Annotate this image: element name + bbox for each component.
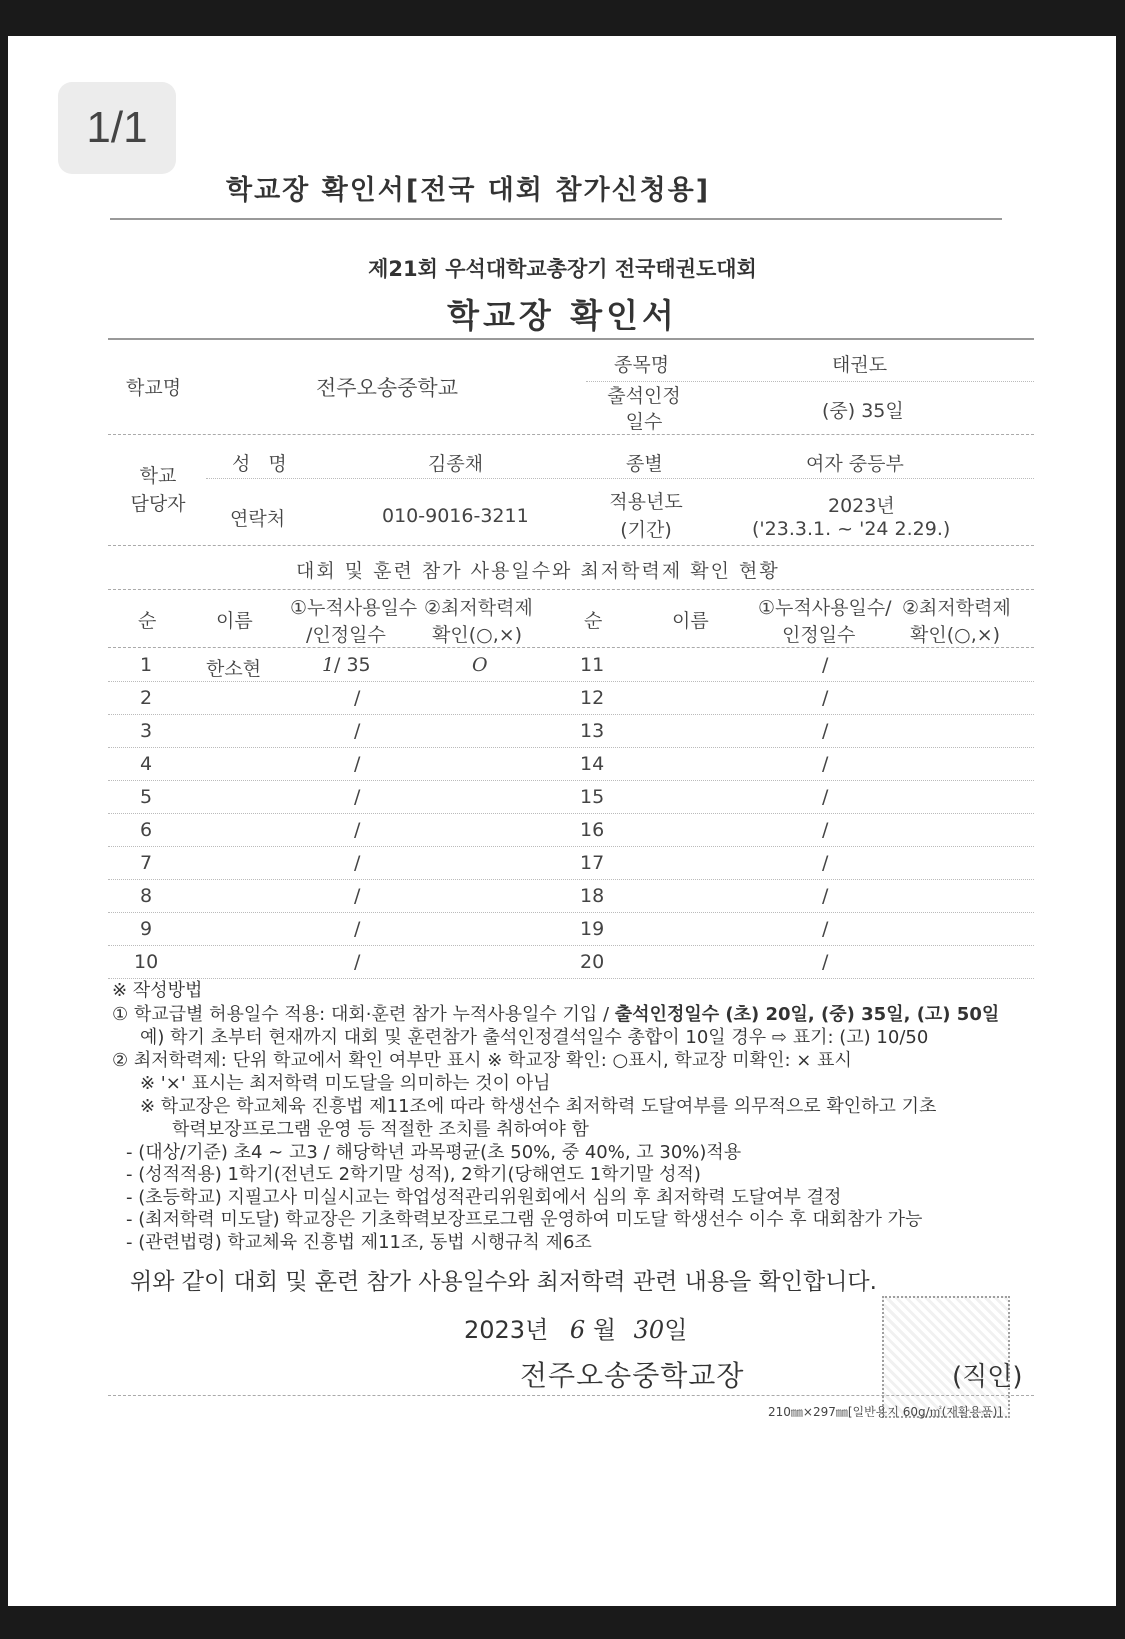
col-header-days-2: /인정일수	[306, 624, 386, 646]
table-header-line	[108, 647, 1034, 648]
table-top-line	[108, 589, 1034, 590]
row-divider	[108, 879, 1034, 880]
row-number-right: 14	[580, 753, 605, 775]
row-number: 1	[140, 654, 153, 676]
col-header-days-right-2: 인정일수	[782, 624, 856, 646]
row-divider	[108, 945, 1034, 946]
row-number: 8	[140, 885, 153, 907]
row-days: /	[354, 951, 361, 973]
row-divider	[108, 978, 1034, 979]
viewer-top-bar	[0, 0, 1125, 36]
form-title: 학교장 확인서	[447, 296, 678, 335]
contact-label: 연락처	[230, 508, 286, 530]
row-number-right: 13	[580, 720, 605, 742]
row-number-right: 12	[580, 687, 605, 709]
confirm-date	[464, 1310, 687, 1345]
confirm-day-unit: 일	[664, 1316, 688, 1344]
event-title: 제21회 우석대학교총장기 전국태권도대회	[368, 257, 757, 281]
row-divider	[108, 714, 1034, 715]
row-number: 10	[134, 951, 159, 973]
row-number-right: 20	[580, 951, 605, 973]
row-days: /	[354, 852, 361, 874]
row-days-right: /	[822, 951, 829, 973]
row-number: 2	[140, 687, 153, 709]
row-number-right: 17	[580, 852, 605, 874]
principal-title: 전주오송중학교장	[520, 1359, 745, 1392]
row-divider	[108, 780, 1034, 781]
row-days: /	[354, 819, 361, 841]
col-header-no: 순	[138, 610, 157, 632]
confirm-month-value: 6	[569, 1316, 586, 1344]
period-label: 적용년도 (기간)	[609, 491, 683, 541]
col-header-days-right-1: ①누적사용일수/	[758, 597, 892, 619]
col-header-days-1: ①누적사용일수	[290, 597, 418, 619]
school-label: 학교명	[126, 377, 182, 399]
name-value: 김종채	[428, 453, 484, 475]
note-1-bold: 출석인정일수 (초) 20일, (중) 35일, (고) 50일	[614, 1004, 1000, 1025]
row-check: O	[472, 654, 488, 676]
note-11: - (관련법령) 학교체육 진흥법 제11조, 동법 시행규칙 제6조	[126, 1232, 592, 1253]
category-value: 여자 중등부	[806, 453, 904, 475]
info-line	[206, 478, 1034, 479]
page-indicator: 1/1	[58, 82, 176, 174]
viewer-bottom-bar	[0, 1606, 1125, 1639]
row-number: 5	[140, 786, 153, 808]
row-days-right: /	[822, 819, 829, 841]
row-number: 7	[140, 852, 153, 874]
note-6: 학력보장프로그램 운영 등 적절한 조치를 취하여야 함	[172, 1119, 589, 1140]
col-header-check-right-2: 확인(○,×)	[910, 624, 1001, 646]
info-top-line	[108, 338, 1034, 340]
row-days: /	[354, 885, 361, 907]
attendance-value: (중) 35일	[822, 400, 904, 422]
row-number: 6	[140, 819, 153, 841]
col-header-name-right: 이름	[672, 610, 709, 632]
row-divider	[108, 813, 1034, 814]
note-1	[112, 1004, 999, 1026]
row-number-right: 19	[580, 918, 605, 940]
row-divider	[108, 912, 1034, 913]
row-days-right: /	[822, 654, 829, 676]
col-header-name: 이름	[216, 610, 253, 632]
row-number-right: 16	[580, 819, 605, 841]
row-number: 3	[140, 720, 153, 742]
row-days-right: /	[822, 918, 829, 940]
row-number-right: 11	[580, 654, 605, 676]
row-used-days: 1	[322, 654, 335, 676]
paper-spec: 210㎜×297㎜[일반용지 60g/㎡(재활용품)]	[768, 1405, 1003, 1419]
school-value: 전주오송중학교	[316, 376, 459, 400]
contact-value: 010-9016-3211	[382, 505, 529, 527]
confirm-year: 2023년	[464, 1316, 549, 1344]
note-3: ② 최저학력제: 단위 학교에서 확인 여부만 표시 ※ 학교장 확인: ○표시, 학교장 미확인: × 표시	[112, 1050, 852, 1071]
row-divider	[108, 747, 1034, 748]
confirm-month-unit: 월	[592, 1316, 617, 1344]
col-header-check-2: 확인(○,×)	[432, 624, 523, 646]
document-header-title: 학교장 확인서[전국 대회 참가신청용]	[226, 175, 711, 206]
sport-label: 종목명	[614, 354, 670, 376]
col-header-no-right: 순	[584, 610, 603, 632]
note-5: ※ 학교장은 학교체육 진흥법 제11조에 따라 학생선수 최저학력 도달여부를 의무적으로 확인하고 기초	[140, 1096, 937, 1117]
row-days: /	[354, 918, 361, 940]
row-name: 한소현	[206, 658, 262, 680]
name-label: 성 명	[232, 453, 293, 475]
note-2: 예) 학기 초부터 현재까지 대회 및 훈련참가 출석인정결석일수 총합이 10일 경우 ⇨ 표기: (고) 10/50	[140, 1027, 929, 1048]
row-days: /	[354, 720, 361, 742]
seal-label: (직인)	[952, 1362, 1023, 1392]
note-10: - (최저학력 미도달) 학교장은 기초학력보장프로그램 운영하여 미도달 학생선수 이수 후 대회참가 가능	[126, 1209, 923, 1230]
col-header-check-1: ②최저학력제	[424, 597, 533, 619]
confirm-statement: 위와 같이 대회 및 훈련 참가 사용일수와 최저학력 관련 내용을 확인합니다.	[130, 1269, 877, 1295]
manager-label: 학교 담당자	[130, 465, 186, 515]
row-days: /	[354, 687, 361, 709]
row-days-right: /	[822, 852, 829, 874]
note-9: - (초등학교) 지필고사 미실시교는 학업성적관리위원회에서 심의 후 최저학력 도달여부 결정	[126, 1187, 842, 1208]
info-line	[586, 381, 1034, 382]
confirm-day-value: 30	[633, 1316, 665, 1344]
sport-value: 태권도	[832, 354, 888, 376]
row-days-right: /	[822, 687, 829, 709]
row-number-right: 18	[580, 885, 605, 907]
note-1-text: ① 학교급별 허용일수 적용: 대회·훈련 참가 누적사용일수 기입 /	[112, 1004, 615, 1025]
col-header-check-right-1: ②최저학력제	[902, 597, 1011, 619]
row-days-right: /	[822, 753, 829, 775]
row-days-right: /	[822, 720, 829, 742]
row-divider	[108, 681, 1034, 682]
notes-heading: ※ 작성방법	[112, 980, 203, 1001]
note-4: ※ '×' 표시는 최저학력 미도달을 의미하는 것이 아님	[140, 1073, 551, 1094]
row-days-right: /	[822, 786, 829, 808]
row-days: / 35	[334, 654, 371, 676]
note-7: - (대상/기준) 초4 ~ 고3 / 해당학년 과목평균(초 50%, 중 40%, 고 30%)적용	[126, 1142, 742, 1163]
row-divider	[108, 846, 1034, 847]
row-days-right: /	[822, 885, 829, 907]
info-line	[108, 434, 1034, 435]
footer-line	[108, 1395, 1034, 1396]
row-days: /	[354, 753, 361, 775]
table-caption: 대회 및 훈련 참가 사용일수와 최저학력제 확인 현황	[296, 560, 780, 582]
attendance-label: 출석인정 일수	[607, 385, 681, 433]
row-number-right: 15	[580, 786, 605, 808]
note-8: - (성적적용) 1학기(전년도 2학기말 성적), 2학기(당해연도 1학기말 성적)	[126, 1164, 701, 1185]
header-divider	[110, 218, 1002, 220]
row-number: 9	[140, 918, 153, 940]
period-year: 2023년	[828, 495, 895, 517]
row-days: /	[354, 786, 361, 808]
category-label: 종별	[626, 453, 663, 475]
period-range: ('23.3.1. ~ '24 2.29.)	[752, 518, 951, 540]
row-number: 4	[140, 753, 153, 775]
info-line	[108, 545, 1034, 546]
